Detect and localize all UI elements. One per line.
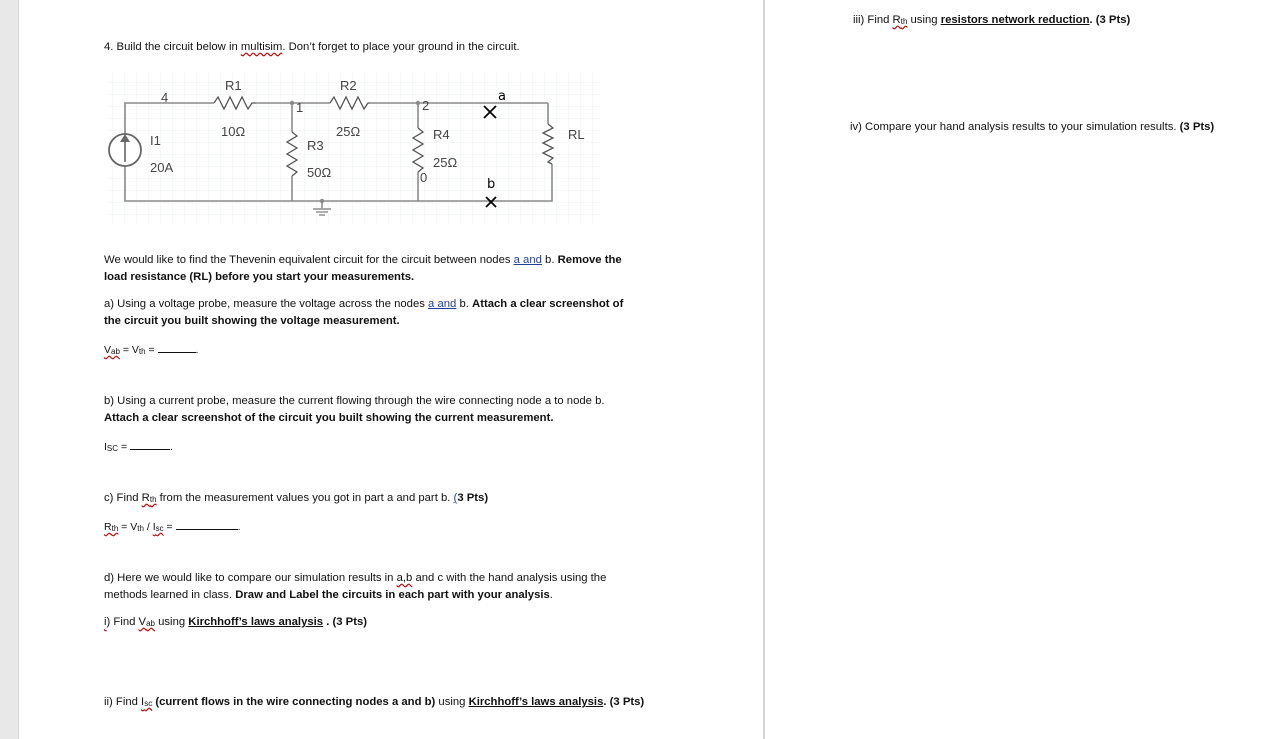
part-i-dot: . [323,616,330,628]
vth-sub: th [138,347,146,356]
part-a-line-1 [104,296,623,313]
junction-dot-node-1 [290,101,294,105]
part-iv-text: iv) Compare your hand analysis results to your simulation results. [850,121,1180,133]
part-a-formula [104,341,198,359]
r3-value: 50Ω [307,165,332,180]
part-ii-text: ii) Find [104,696,142,708]
part-i-line [104,614,367,631]
r1-name: R1 [225,78,242,93]
rth-answer-blank[interactable] [176,518,238,530]
current-source-i1 [109,134,141,166]
rth-sub: th [149,495,157,504]
r1-value: 10Ω [221,124,246,139]
part-ii-line [104,694,644,711]
part-d-end: . [549,589,553,601]
node-b-label: b [487,177,496,192]
isc-i: I [104,441,107,453]
formula-end: . [195,344,199,356]
vab-sub: ab [146,619,155,628]
circuit-diagram [100,70,610,230]
part-b-line-2: Attach a clear screenshot of the circuit you built showing the current measurement. [104,412,554,424]
part-a-bold: Attach a clear screenshot of [472,298,624,310]
part-iv-line [850,119,1214,136]
question-heading [104,39,520,56]
vab-v: V [104,344,112,356]
formula-eq2: = [145,344,158,356]
part-b-formula [104,438,173,456]
rl-name: RL [568,127,585,142]
isc-sub: sc [144,699,153,708]
rth-r: R [104,521,112,533]
isc-symbol [141,696,152,708]
rth-symbol [893,14,908,26]
vab-symbol [139,616,155,628]
junction-dot-ground [320,199,324,203]
vab-sub: ab [111,347,120,356]
part-c-text-post: from the measurement values you got in part a and part b. [156,492,454,504]
part-d-line-1 [104,570,606,587]
r4-value: 25Ω [433,155,458,170]
vab-answer-blank[interactable] [158,341,196,353]
part-ii-pts: (3 Pts) [606,696,645,708]
node-label-1: 1 [296,100,304,115]
formula-eq: = [118,441,131,453]
kirchhoff-link-i[interactable]: Kirchhoff’s laws analysis [188,616,324,628]
formula-eq: = V [119,344,139,356]
r4-name: R4 [433,127,450,142]
part-ii-bold: (current flows in the wire connecting nodes a and b) [152,696,436,708]
part-a-a-and-link[interactable]: a and [428,298,457,310]
intro-a-and-link[interactable]: a and [513,254,542,266]
part-ii-mid: using [435,696,469,708]
isc-i: I [152,521,156,533]
rth-sub: th [900,17,908,26]
rth-sub: th [111,524,119,533]
document-page-right [764,0,1284,739]
rth-r: R [892,14,901,26]
part-iii-text: iii) Find [853,14,893,26]
vab-symbol [104,344,120,356]
part-i-text: ) Find [106,616,139,628]
isc-answer-blank[interactable] [130,438,170,450]
part-d-ab: a,b [396,572,413,584]
heading-text-end: . Don’t forget to place your ground in the circuit. [282,41,520,53]
pts-paren-link[interactable]: ( [453,492,458,504]
intro-text: We would like to find the Thevenin equivalent circuit for the circuit between nodes [104,254,514,266]
rth-symbol [142,492,157,504]
intro-line-1 [104,252,622,269]
r2-value: 25Ω [336,124,361,139]
source-value: 20A [150,160,174,175]
part-i-pts: (3 Pts) [329,616,368,628]
formula-eq: = V [118,521,138,533]
isc-sub: SC [106,444,119,453]
formula-end: . [237,521,241,533]
part-d-line-2 [104,587,553,604]
node-label-2: 2 [422,98,430,113]
kirchhoff-link-ii[interactable]: Kirchhoff’s laws analysis [468,696,604,708]
part-iv-pts: (3 Pts) [1179,121,1215,133]
node-a-label: a [498,89,506,104]
part-a-line-2: the circuit you built showing the voltage measurement. [104,315,400,327]
part-d-bold: Draw and Label the circuits in each part with your analysis [235,589,550,601]
intro-line-2: load resistance (RL) before you start your measurements. [104,271,415,283]
formula-slash: / [143,521,153,533]
rth-r: R [141,492,150,504]
junction-dot-node-2 [416,101,420,105]
rth-formula-symbol [104,521,118,533]
vth-sub: th [137,524,144,533]
part-d-text-post: and c with the hand analysis using the [412,572,607,584]
part-c-line [104,490,488,507]
part-c-formula [104,518,241,536]
part-ii-dot: . [603,696,607,708]
formula-eq2: = [163,521,176,533]
vab-v: V [138,616,147,628]
r3-name: R3 [307,138,324,153]
part-a-text-mid: b. [456,298,473,310]
part-d-line2-text: methods learned in class. [104,589,236,601]
resistor-reduction-link[interactable]: resistors network reduction [940,14,1090,26]
part-c-text: c) Find [104,492,142,504]
formula-end: . [170,441,173,453]
intro-bold: Remove the [557,254,622,266]
part-i-num: i [104,616,107,628]
part-iii-line [853,12,1130,29]
part-d-text: d) Here we would like to compare our simulation results in [104,572,397,584]
node-label-0: 0 [420,170,428,185]
r2-name: R2 [340,78,357,93]
heading-text: 4. Build the circuit below in [104,41,241,53]
intro-text-mid: b. [541,254,558,266]
part-c-pts: 3 Pts) [457,492,489,504]
node-label-4: 4 [161,90,169,105]
part-i-mid: using [154,616,189,628]
part-a-text: a) Using a voltage probe, measure the voltage across the nodes [104,298,429,310]
isc-i: I [141,696,145,708]
part-b-line-1: b) Using a current probe, measure the current flowing through the wire connecting node a to node b. [104,395,605,407]
part-iii-pts: (3 Pts) [1092,14,1131,26]
source-name: I1 [150,133,161,148]
part-iii-mid: using [907,14,941,26]
isc-symbol [153,521,164,533]
multisim-word: multisim [240,41,283,53]
part-iii-dot: . [1089,14,1093,26]
isc-sub: sc [155,524,164,533]
